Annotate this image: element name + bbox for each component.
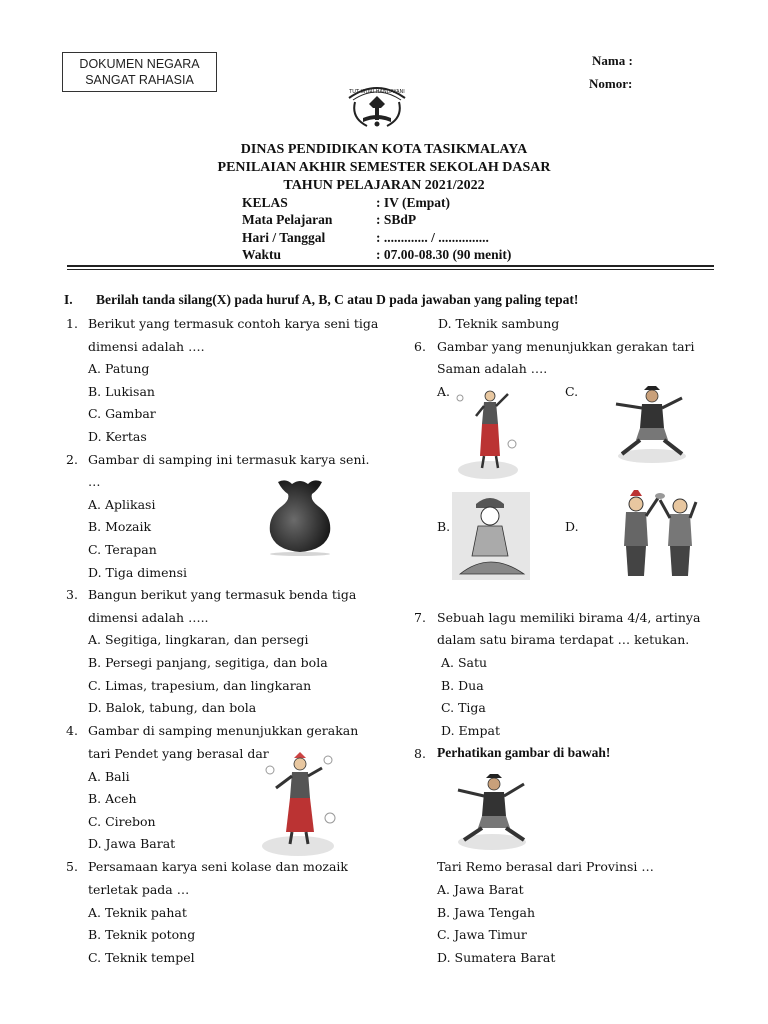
q3-text-line-2: dimensi adalah …..: [88, 610, 209, 625]
stamp-line-2: SANGAT RAHASIA: [85, 73, 194, 87]
q3-option-b[interactable]: B. Persegi panjang, segitiga, dan bola: [88, 655, 328, 670]
info-label-tanggal: Hari / Tanggal: [242, 230, 326, 245]
q2-text-line-1: Gambar di samping ini termasuk karya seni.: [88, 452, 370, 467]
q1-option-b[interactable]: B. Lukisan: [88, 384, 155, 399]
q6-option-b[interactable]: B.: [437, 519, 451, 534]
q6-text-line-1: Gambar yang menunjukkan gerakan tari: [437, 339, 695, 354]
q2-option-c[interactable]: C. Terapan: [88, 542, 157, 557]
nama-field: Nama :: [592, 53, 633, 68]
nomor-field: Nomor:: [589, 76, 633, 91]
q8-option-a[interactable]: A. Jawa Barat: [437, 882, 524, 897]
q1-number: 1.: [66, 316, 78, 331]
q5-option-c[interactable]: C. Teknik tempel: [88, 950, 195, 965]
info-value-waktu: : 07.00-08.30 (90 menit): [376, 247, 512, 262]
q2-number: 2.: [66, 452, 78, 467]
stamp-line-1: DOKUMEN NEGARA: [79, 57, 200, 71]
q7-option-d[interactable]: D. Empat: [441, 723, 500, 738]
q6-image-d-dancers: [608, 484, 708, 584]
info-label-mapel: Mata Pelajaran: [242, 212, 333, 227]
q2-text-line-2: …: [88, 474, 101, 489]
info-value-tanggal: : ............. / ...............: [376, 230, 489, 245]
classification-stamp: [62, 52, 217, 92]
q4-number: 4.: [66, 723, 78, 738]
q5-text-line-2: terletak pada …: [88, 882, 190, 897]
q5-option-a[interactable]: A. Teknik pahat: [88, 905, 187, 920]
remo-dancer-image: [452, 772, 532, 856]
q2-option-d[interactable]: D. Tiga dimensi: [88, 565, 187, 580]
q1-option-d[interactable]: D. Kertas: [88, 429, 147, 444]
section-number: I.: [64, 292, 73, 307]
q4-text-line-2: tari Pendet yang berasal dar: [88, 746, 269, 761]
info-label-waktu: Waktu: [242, 247, 282, 262]
q2-option-a[interactable]: A. Aplikasi: [88, 497, 156, 512]
info-label-kelas: KELAS: [242, 195, 288, 210]
q5-number: 5.: [66, 859, 78, 874]
tut-wuri-handayani-logo-icon: [345, 78, 409, 130]
q5-option-b[interactable]: B. Teknik potong: [88, 927, 196, 942]
q7-option-b[interactable]: B. Dua: [441, 678, 484, 693]
q8-text-line-2: Tari Remo berasal dari Provinsi …: [437, 859, 654, 874]
q6-image-c-dancer: [612, 384, 692, 468]
q1-text-line-1: Berikut yang termasuk contoh karya seni tiga: [88, 316, 379, 331]
q3-text-line-1: Bangun berikut yang termasuk benda tiga: [88, 587, 357, 602]
q8-option-c[interactable]: C. Jawa Timur: [437, 927, 527, 942]
info-value-mapel: : SBdP: [376, 212, 417, 227]
q1-option-c[interactable]: C. Gambar: [88, 406, 156, 421]
header-line-1: DINAS PENDIDIKAN KOTA TASIKMALAYA: [240, 142, 528, 157]
svg-text:TUT WURI HANDAYANI: TUT WURI HANDAYANI: [349, 89, 405, 95]
q6-image-b-dancer: [452, 492, 530, 584]
q3-option-a[interactable]: A. Segitiga, lingkaran, dan persegi: [88, 632, 309, 647]
header-rule-thick: [67, 265, 714, 267]
q4-option-c[interactable]: C. Cirebon: [88, 814, 156, 829]
q1-option-a[interactable]: A. Patung: [88, 361, 150, 376]
q6-option-a[interactable]: A.: [437, 384, 451, 399]
q7-option-a[interactable]: A. Satu: [441, 655, 488, 670]
q8-number: 8.: [414, 746, 426, 761]
q6-option-c[interactable]: C.: [565, 384, 579, 399]
q7-text-line-2: dalam satu birama terdapat … ketukan.: [437, 632, 690, 647]
q8-option-b[interactable]: B. Jawa Tengah: [437, 905, 536, 920]
q4-text-line-1: Gambar di samping menunjukkan gerakan: [88, 723, 359, 738]
vase-image: [258, 476, 342, 562]
q6-number: 6.: [414, 339, 426, 354]
q7-option-c[interactable]: C. Tiga: [441, 700, 486, 715]
q3-number: 3.: [66, 587, 78, 602]
section-instruction: Berilah tanda silang(X) pada huruf A, B, C atau D pada jawaban yang paling tepat!: [96, 292, 579, 307]
info-value-kelas: : IV (Empat): [376, 195, 450, 210]
q5-text-line-1: Persamaan karya seni kolase dan mozaik: [88, 859, 348, 874]
q4-option-a[interactable]: A. Bali: [88, 769, 130, 784]
q6-image-a-dancer: [452, 384, 524, 484]
header-line-3: TAHUN PELAJARAN 2021/2022: [283, 178, 485, 193]
header-line-2: PENILAIAN AKHIR SEMESTER SEKOLAH DASAR: [217, 160, 551, 175]
q8-option-d[interactable]: D. Sumatera Barat: [437, 950, 556, 965]
q5-option-d[interactable]: D. Teknik sambung: [438, 316, 560, 331]
q8-text-line-1: Perhatikan gambar di bawah!: [437, 745, 611, 760]
q4-option-b[interactable]: B. Aceh: [88, 791, 137, 806]
q6-option-d[interactable]: D.: [565, 519, 579, 534]
pendet-dancer-image: [256, 748, 340, 860]
q3-option-d[interactable]: D. Balok, tabung, dan bola: [88, 700, 257, 715]
header-rule-thin: [67, 269, 714, 270]
q4-option-d[interactable]: D. Jawa Barat: [88, 836, 176, 851]
q6-text-line-2: Saman adalah ….: [437, 361, 548, 376]
q7-number: 7.: [414, 610, 426, 625]
q2-option-b[interactable]: B. Mozaik: [88, 519, 152, 534]
q1-text-line-2: dimensi adalah ….: [88, 339, 205, 354]
q3-option-c[interactable]: C. Limas, trapesium, dan lingkaran: [88, 678, 312, 693]
q7-text-line-1: Sebuah lagu memiliki birama 4/4, artinya: [437, 610, 701, 625]
